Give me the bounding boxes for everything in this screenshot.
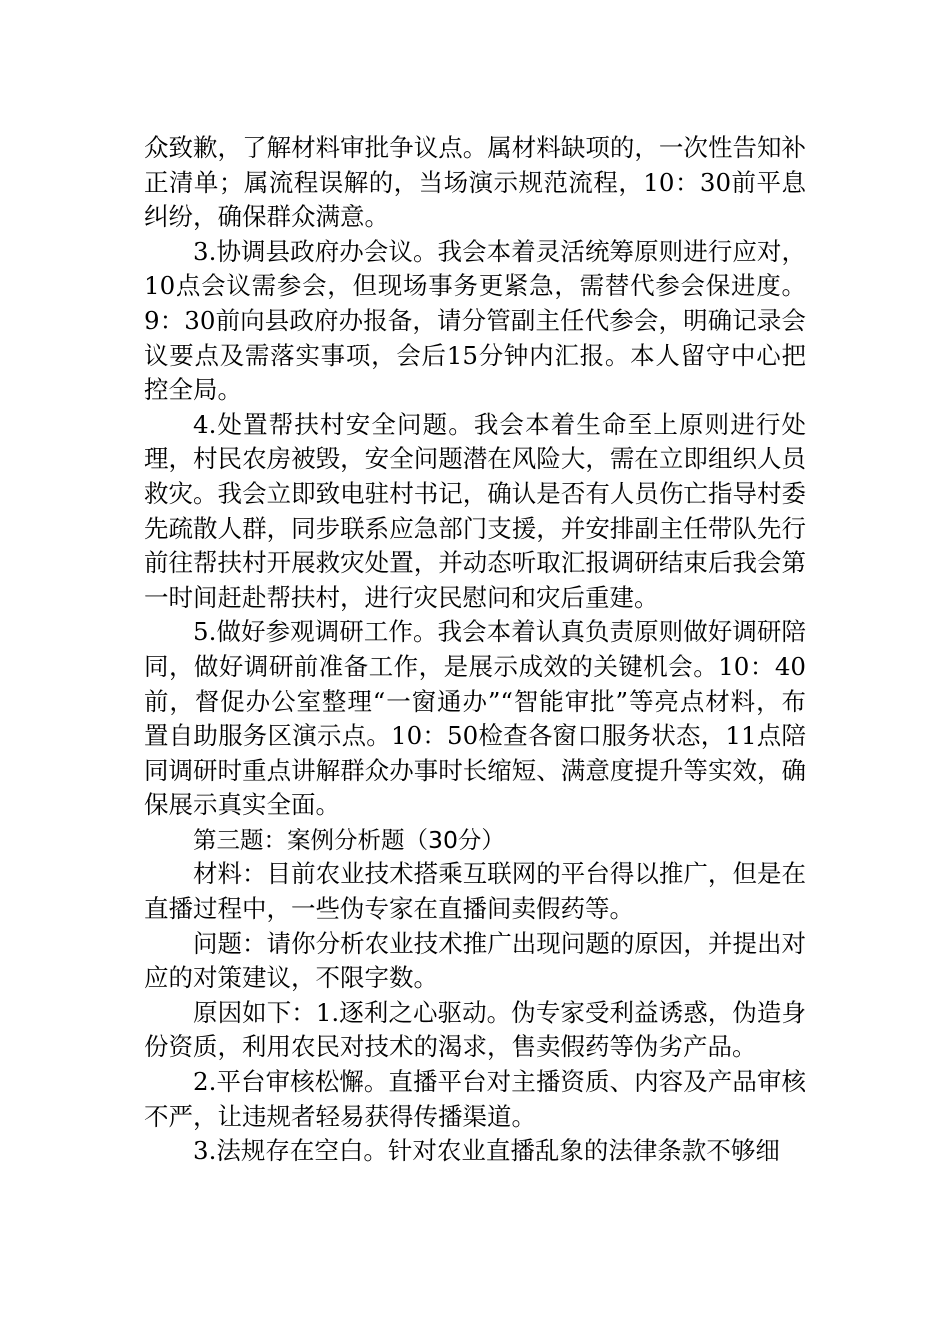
document-body [144, 131, 806, 1169]
paragraph-question: 问题：请你分析农业技术推广出现问题的原因，并提出对应的对策建议，不限字数。 [144, 928, 806, 993]
paragraph-item-4: 4.处置帮扶村安全问题。我会本着生命至上原则进行处理，村民农房被毁，安全问题潜在风险大，需在立即组织人员救灾。我会立即致电驻村书记，确认是否有人员伤亡指导村委先疏散人群，同步联系应急部门支援，并安排副主任带队先行前往帮扶村开展救灾处置，并动态听取汇报调研结束后我会第一时间赶赴帮扶村，进行灾民慰问和灾后重建。 [144, 409, 806, 612]
paragraph-reason-2: 2.平台审核松懈。直播平台对主播资质、内容及产品审核不严，让违规者轻易获得传播渠道。 [144, 1067, 806, 1131]
paragraph-continuation: 众致歉，了解材料审批争议点。属材料缺项的，一次性告知补正清单；属流程误解的，当场演示规范流程，10：30前平息纠纷，确保群众满意。 [144, 133, 806, 232]
paragraph-reason-3: 3.法规存在空白。针对农业直播乱象的法律条款不够细 [193, 1136, 780, 1166]
paragraph-material: 材料：目前农业技术搭乘互联网的平台得以推广，但是在直播过程中，一些伪专家在直播间卖假药等。 [144, 859, 806, 924]
paragraph-item-5: 5.做好参观调研工作。我会本着认真负责原则做好调研陪同，做好调研前准备工作，是展示成效的关键机会。10：40前，督促办公室整理“一窗通办”“智能审批”等亮点材料，布置自助服务区演示点。10：50检查各窗口服务状态，11点陪同调研时重点讲解群众办事时长缩短、满意度提升等实效，确保展示真实全面。 [144, 617, 806, 820]
paragraph-item-3: 3.协调县政府办会议。我会本着灵活统筹原则进行应对，10点会议需参会，但现场事务更紧急，需替代参会保进度。9：30前向县政府办报备，请分管副主任代参会，明确记录会议要点及需落实事项，会后15分钟内汇报。本人留守中心把控全局。 [144, 236, 806, 405]
paragraph-reasons: 原因如下：1.逐利之心驱动。伪专家受利益诱惑，伪造身份资质，利用农民对技术的渴求，售卖假药等伪劣产品。 [144, 997, 806, 1062]
section-heading: 第三题：案例分析题（30分） [193, 825, 505, 854]
